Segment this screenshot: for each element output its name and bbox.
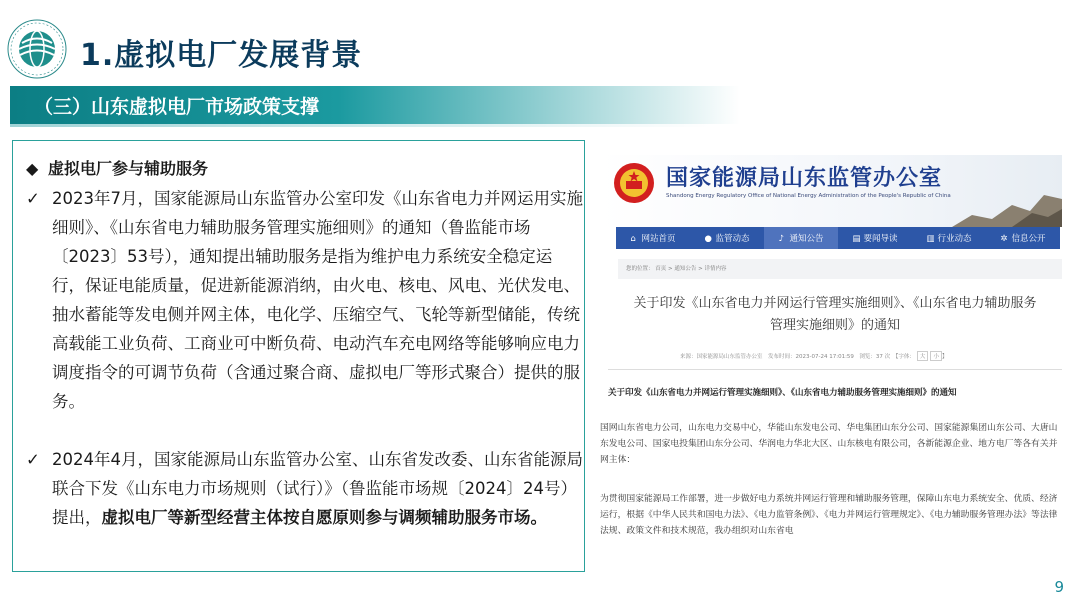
home-icon: ⌂ xyxy=(630,234,636,244)
check-icon: ✓ xyxy=(26,189,40,208)
section-banner xyxy=(10,86,740,124)
section-title: （三）山东虚拟电厂市场政策支撑 xyxy=(34,96,320,118)
page-number: 9 xyxy=(1054,578,1064,596)
policy-text-2023: 2023年7月，国家能源局山东监管办公室印发《山东省电力并网运用实施细则》、《山东省电力辅助服务管理实施细则》的通知（鲁监能市场〔2023〕53号），通知提出辅助服务是指为维护电力系统安全稳定运行，保证电能质量，促进新能源消纳，由火电、核电、风电、光伏发电、抽水蓄能等发电侧并网主体，电化学、压缩空气、飞轮等新型储能，传统高载能工业负荷、工商业可中断负荷、电动汽车充电网络等能够响应电力调度指令的可调节负荷（含通过聚合商、虚拟电厂等形式聚合）提供的服务。 xyxy=(52,189,583,411)
site-name: 国家能源局山东监管办公室 xyxy=(666,166,943,191)
diamond-icon: ◆ xyxy=(26,159,39,178)
news-icon: ▤ xyxy=(852,234,861,244)
divider xyxy=(608,369,1062,370)
font-small-button[interactable]: 小 xyxy=(930,351,942,361)
notice-body-main: 为贯彻国家能源局工作部署，进一步做好电力系统并网运行管理和辅助服务管理，保障山东电力系统安全、优质、经济运行，根据《中华人民共和国电力法》、《电力监管条例》、《电力并网运行管理规定》、《电力辅助服务管理办法》等法律法规、政策文件和技术规范，我办组织对山东省电 xyxy=(600,494,1058,536)
nav-item-supervision[interactable]: ● 监管动态 xyxy=(704,234,750,244)
check-icon: ✓ xyxy=(26,450,40,469)
policy-paragraph-2023 xyxy=(26,184,584,416)
chart-icon: ▥ xyxy=(926,234,935,244)
nav-item-notices[interactable]: ♪ 通知公告 xyxy=(764,227,838,249)
sgcc-logo xyxy=(6,18,68,80)
policy-text-2024: 2024年4月，国家能源局山东监管办公室、山东省发改委、山东省能源局联合下发《山东电力市场规则（试行）》（鲁监能市场规〔2024〕24号）提出， xyxy=(52,450,583,527)
bullet-heading xyxy=(26,156,208,179)
shield-icon: ● xyxy=(704,234,712,244)
font-large-button[interactable]: 大 xyxy=(917,351,929,361)
site-nav xyxy=(616,227,1060,249)
webpage-screenshot xyxy=(600,155,1062,565)
notice-title: 关于印发《山东省电力并网运行管理实施细则》、《山东省电力辅助服务管理实施细则》的通知 xyxy=(633,296,1037,333)
national-emblem-icon xyxy=(612,161,656,205)
nav-item-disclosure[interactable]: ✲ 信息公开 xyxy=(1000,234,1046,244)
mountain-scenery xyxy=(952,185,1062,227)
gear-icon: ✲ xyxy=(1000,234,1008,244)
notice-subtitle: 关于印发《山东省电力并网运行管理实施细则》、《山东省电力辅助服务管理实施细则》的通知 xyxy=(608,388,957,398)
policy-text-2024-bold: 虚拟电厂等新型经营主体按自愿原则参与调频辅助服务市场。 xyxy=(101,508,547,527)
bullet-heading-text: 虚拟电厂参与辅助服务 xyxy=(48,159,209,178)
slide-title: 1.虚拟电厂发展背景 xyxy=(80,38,363,73)
policy-paragraph-2024 xyxy=(26,445,584,532)
bell-icon: ♪ xyxy=(778,234,784,244)
site-header xyxy=(600,155,1062,227)
banner-underline xyxy=(10,124,710,127)
site-subtitle: Shandong Energy Regulatory Office of National Energy Administration of the People's Republic of China xyxy=(666,193,951,199)
nav-item-home[interactable]: ⌂ 网站首页 xyxy=(630,234,676,244)
nav-item-news[interactable]: ▤ 要闻导读 xyxy=(852,234,898,244)
breadcrumb: 您的位置： 首页 > 通知公告 > 详情内容 xyxy=(618,259,1062,279)
notice-body-recipients: 国网山东省电力公司，山东电力交易中心，华能山东发电公司、华电集团山东分公司、国家能源集团山东公司、大唐山东发电公司、国家电投集团山东分公司、华润电力华北大区、山东核电有限公司，各新能源企业、地方电厂等各有关并网主体： xyxy=(600,423,1058,465)
nav-item-industry[interactable]: ▥ 行业动态 xyxy=(926,234,972,244)
notice-meta: 来源：国家能源局山东监管办公室 发布时间：2023-07-24 17:01:59 浏览：37 次 【字体： 大 小 】 xyxy=(680,351,947,361)
